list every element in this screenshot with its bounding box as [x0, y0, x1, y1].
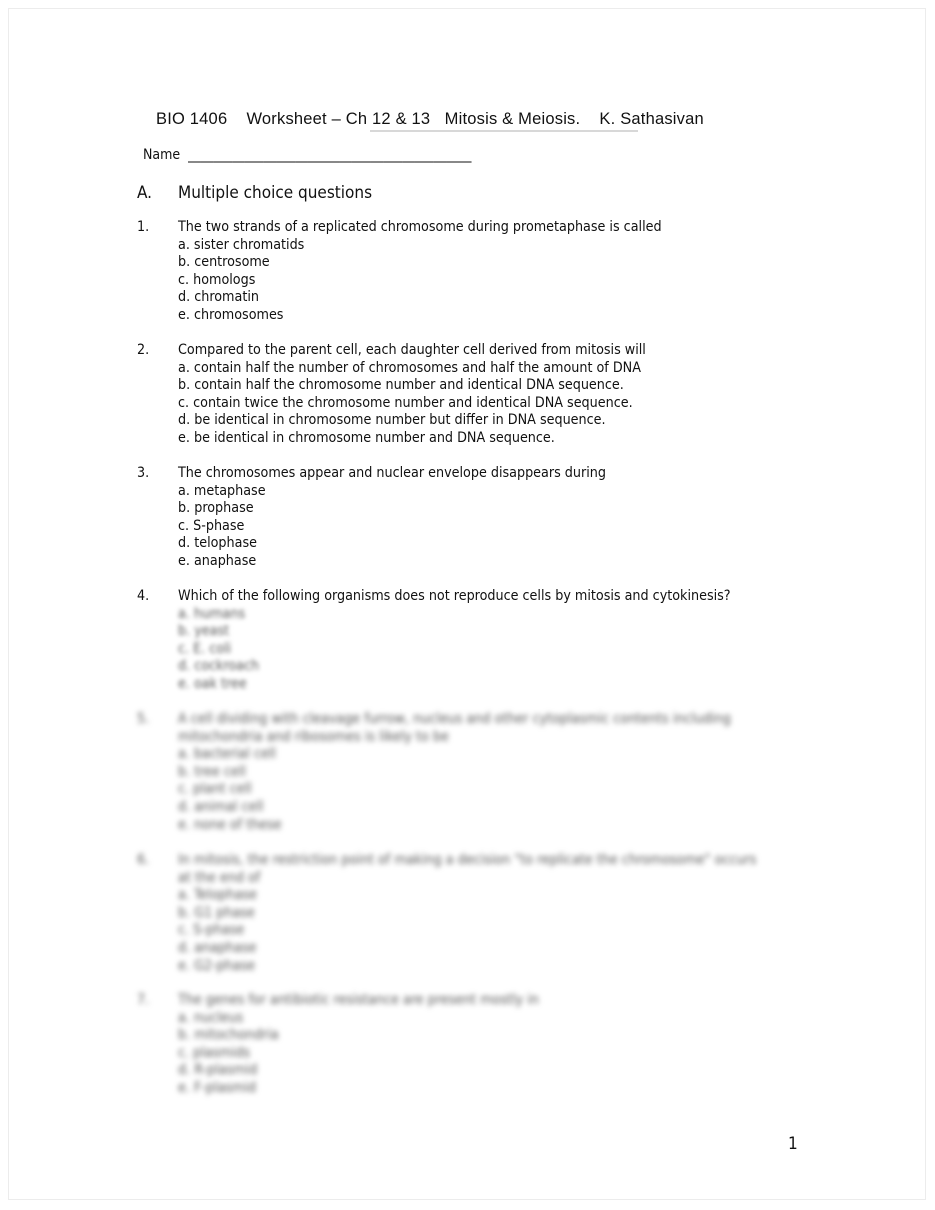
- answer-option: a. humans: [178, 605, 246, 622]
- question-stem: In mitosis, the restriction point of making a decision "to replicate the chromosome" occurs: [178, 852, 757, 868]
- question-number: 5.: [137, 711, 150, 727]
- question-number: 1.: [137, 219, 150, 235]
- answer-option: e. none of these: [178, 816, 282, 833]
- answer-option: e. oak tree: [178, 675, 247, 692]
- answer-option: d. telophase: [178, 535, 257, 552]
- question-stem: Which of the following organisms does not reproduce cells by mitosis and cytokinesis?: [178, 588, 731, 604]
- title-underline: [370, 130, 638, 132]
- question-stem: The two strands of a replicated chromosome during prometaphase is called: [178, 219, 662, 235]
- answer-option: d. R-plasmid: [178, 1062, 258, 1079]
- question-number: 3.: [137, 465, 150, 481]
- answer-option: e. chromosomes: [178, 306, 284, 323]
- answer-option: b. prophase: [178, 500, 254, 517]
- answer-option: c. E. coli: [178, 640, 232, 657]
- question-number: 6.: [137, 852, 150, 868]
- answer-option: e. F-plasmid: [178, 1079, 257, 1096]
- answer-option: a. Telophase: [178, 887, 258, 904]
- section-letter: A.: [137, 183, 153, 203]
- answer-option: b. yeast: [178, 623, 230, 640]
- page-number: 1: [788, 1134, 798, 1154]
- answer-option: a. contain half the number of chromosomes and half the amount of DNA: [178, 359, 641, 376]
- answer-option: d. cockroach: [178, 658, 260, 675]
- answer-option: a. sister chromatids: [178, 236, 305, 253]
- question-stem-continued: at the end of: [178, 869, 261, 886]
- answer-option: d. chromatin: [178, 289, 259, 306]
- question-stem: The chromosomes appear and nuclear envelope disappears during: [178, 465, 606, 481]
- answer-option: c. plasmids: [178, 1044, 250, 1061]
- answer-option: b. tree cell: [178, 763, 246, 780]
- answer-option: e. be identical in chromosome number and DNA sequence.: [178, 429, 555, 446]
- blurred-options: [178, 606, 731, 694]
- answer-option: d. be identical in chromosome number but differ in DNA sequence.: [178, 412, 606, 429]
- question-number: 4.: [137, 588, 150, 604]
- name-field-line: Name _____________________________________________: [143, 147, 472, 163]
- answer-option: c. contain twice the chromosome number and identical DNA sequence.: [178, 394, 633, 411]
- answer-option: c. homologs: [178, 271, 256, 288]
- answer-option: e. anaphase: [178, 552, 257, 569]
- answer-option: c. plant cell: [178, 781, 252, 798]
- answer-option: b. contain half the chromosome number and identical DNA sequence.: [178, 377, 624, 394]
- question-stem-continued: mitochondria and ribosomes is likely to be: [178, 728, 449, 745]
- answer-option: e. G2-phase: [178, 957, 256, 974]
- answer-option: c. S-phase: [178, 517, 245, 534]
- answer-option: b. G1 phase: [178, 904, 255, 921]
- answer-option: d. anaphase: [178, 939, 257, 956]
- answer-option: d. animal cell: [178, 798, 264, 815]
- worksheet-title: BIO 1406 Worksheet – Ch 12 & 13 Mitosis & Meiosis. K. Sathasivan: [156, 110, 704, 128]
- question-stem: The genes for antibiotic resistance are present mostly in: [178, 992, 539, 1008]
- answer-option: a. nucleus: [178, 1009, 244, 1026]
- question-stem: Compared to the parent cell, each daughter cell derived from mitosis will: [178, 342, 646, 358]
- question-stem: A cell dividing with cleavage furrow, nucleus and other cytoplasmic contents including: [178, 711, 731, 727]
- answer-option: a. metaphase: [178, 482, 266, 499]
- question-number: 2.: [137, 342, 150, 358]
- question-number: 7.: [137, 992, 150, 1008]
- answer-option: b. mitochondria: [178, 1027, 279, 1044]
- section-heading: Multiple choice questions: [178, 183, 373, 203]
- answer-option: a. bacterial cell: [178, 746, 276, 763]
- answer-option: c. S-phase: [178, 922, 245, 939]
- answer-option: b. centrosome: [178, 254, 270, 271]
